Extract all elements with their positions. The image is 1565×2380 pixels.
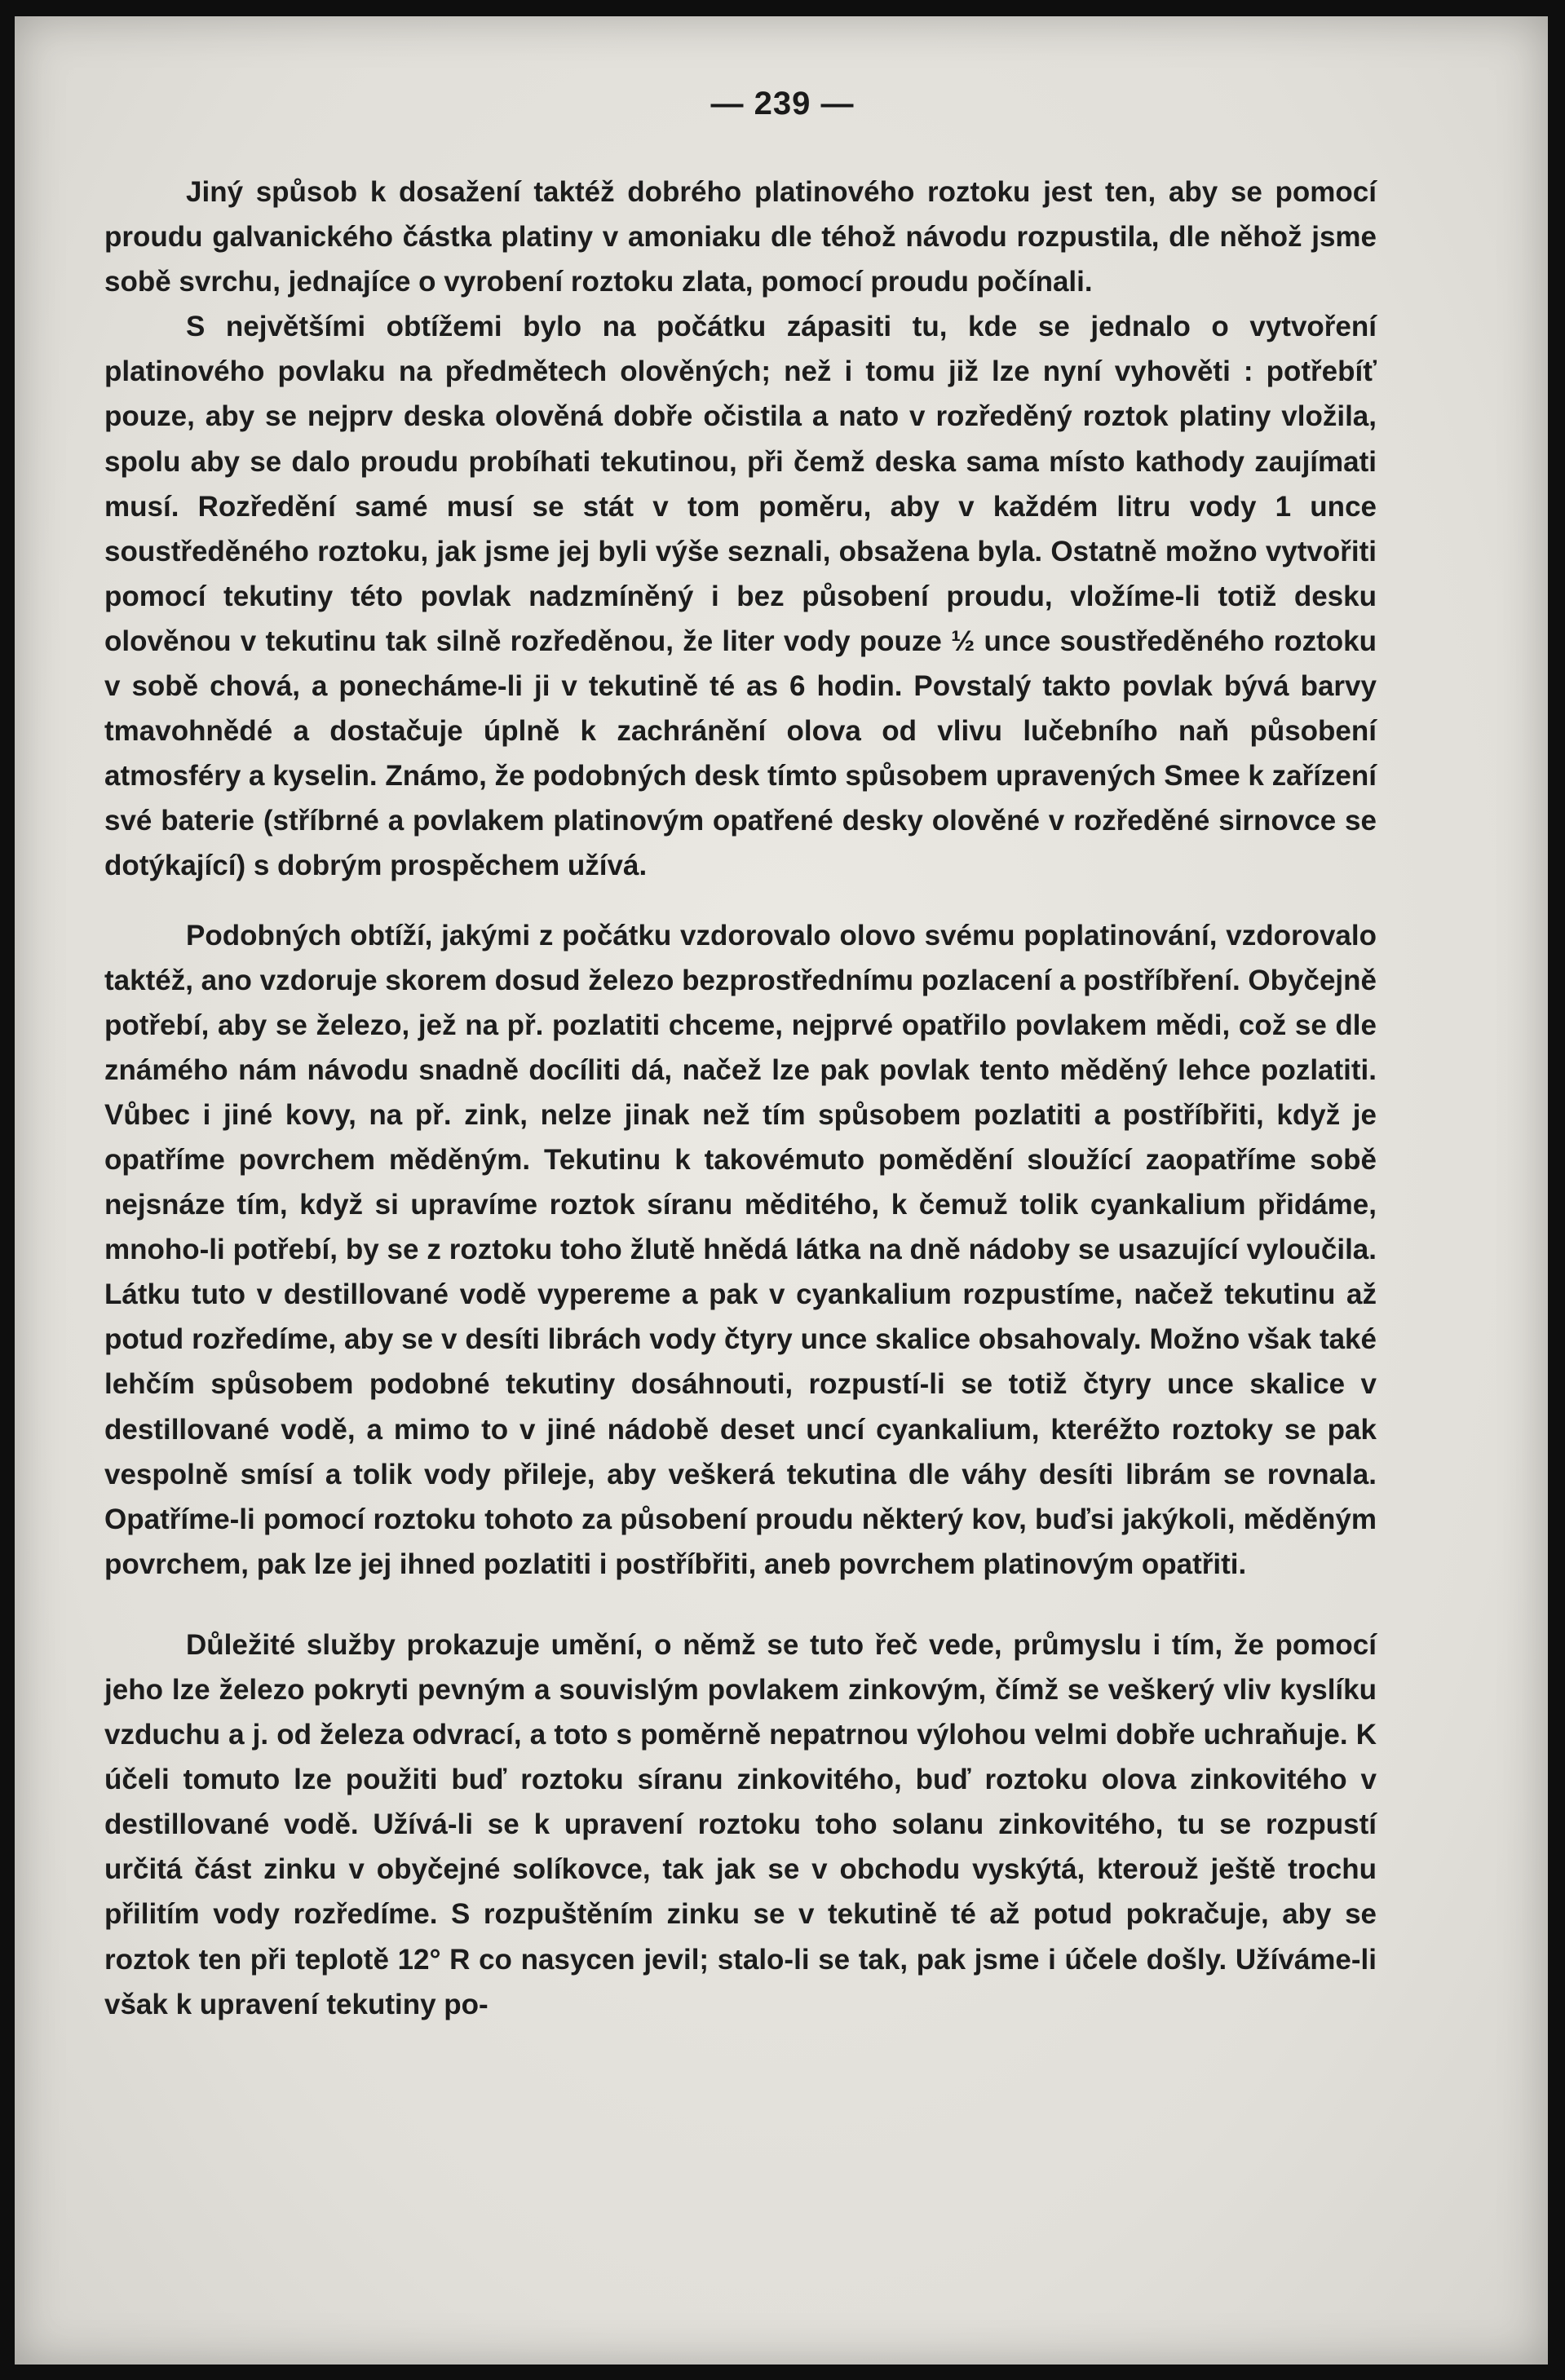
page-number: — 239 — xyxy=(710,86,855,121)
paragraph-4: Důležité služby prokazuje umění, o němž se tuto řeč vede, průmyslu i tím, že pomocí jeho lze železo pokryti pevným a souvislým povlakem zinkovým, čímž se veškerý vliv kyslíku vzduchu a j. od železa odvrací, a toto s poměrně nepatrnou výlohou velmi dobře uchraňuje. K účeli tomuto lze použiti buď roztoku síranu zinkovitého, buď roztoku olova zinkovitého v destillované vodě. Užívá-li se k upravení roztoku toho solanu zinkovitého, tu se rozpustí určitá část zinku v obyčejné solíkovce, tak jak se v obchodu vyskýtá, kterouž ještě trochu přilitím vody rozředíme. S rozpuštěním zinku se v tekutině té až potud pokračuje, aby se roztok ten při teplotě 12° R co nasycen jevil; stalo-li se tak, pak jsme i účele došly. Užíváme-li však k upravení tekutiny po- xyxy=(104,1628,1377,2020)
paragraph-2: S největšími obtížemi bylo na počátku zápasiti tu, kde se jednalo o vytvoření platinového povlaku na předmětech olověných; než i tomu již lze nyní vyhověti : potřebíť pouze, aby se nejprv deska olověná dobře očistila a nato v rozředěný roztok platiny vložila, spolu aby se dalo proudu probíhati tekutinou, při čemž deska sama místo kathody zaujímati musí. Rozředění samé musí se stát v tom poměru, aby v každém litru vody 1 unce soustředěného roztoku, jak jsme jej byli výše seznali, obsažena byla. Ostatně možno vytvořiti pomocí tekutiny této povlak nadzmíněný i bez působení proudu, vložíme-li totiž desku olověnou v tekutinu tak silně rozředěnou, že liter vody pouze ½ unce soustředěného roztoku v sobě chová, a ponecháme-li ji v tekutině té as 6 hodin. Povstalý takto povlak bývá barvy tmavohnědé a dostačuje úplně k zachránění olova od vlivu lučebního naň působení atmosféry a kyselin. Známo, že podobných desk tímto spůsobem upravených Smee k zařízení své baterie (stříbrné a povlakem platinovým opatřené desky olověné v rozředěné sirnovce se dotýkající) s dobrým prospěchem užívá. xyxy=(104,311,1377,882)
body-text xyxy=(104,170,1377,2027)
paragraph-3: Podobných obtíží, jakými z počátku vzdorovalo olovo svému poplatinování, vzdorovalo taktéž, ano vzdoruje skorem dosud železo bezprostřednímu pozlacení a postříbření. Obyčejně potřebí, aby se železo, jež na př. pozlatiti chceme, nejprvé opatřilo povlakem mědi, což se dle známého nám návodu snadně docíliti dá, načež lze pak povlak tento měděný lehce pozlatiti. Vůbec i jiné kovy, na př. zink, nelze jinak než tím spůsobem pozlatiti a postříbřiti, když je opatříme povrchem měděným. Tekutinu k takovémuto pomědění sloužící zaopatříme sobě nejsnáze tím, když si upravíme roztok síranu měditého, k čemuž tolik cyankalium přidáme, mnoho-li potřebí, by se z roztoku toho žlutě hnědá látka na dně nádoby se usazující vyloučila. Látku tuto v destillované vodě vypereme a pak v cyankalium rozpustíme, načež tekutinu až potud rozředíme, aby se v desíti librách vody čtyry unce skalice obsahovaly. Možno však také lehčím spůsobem podobné tekutiny dosáhnouti, rozpustí-li se totiž čtyry unce skalice v destillované vodě, a mimo to v jiné nádobě deset uncí cyankalium, kteréžto roztoky se pak vespolně smísí a tolik vody přileje, aby veškerá tekutina dle váhy desíti librám se rovnala. Opatříme-li pomocí roztoku tohoto za působení proudu některý kov, buďsi jakýkoli, měděným povrchem, pak lze jej ihned pozlatiti i postříbřiti, aneb povrchem platinovým opatřiti. xyxy=(104,919,1377,1580)
paragraph-1: Jiný spůsob k dosažení taktéž dobrého platinového roztoku jest ten, aby se pomocí proudu galvanického částka platiny v amoniaku dle téhož návodu rozpustila, dle něhož jsme sobě svrchu, jednajíce o vyrobení roztoku zlata, pomocí proudu počínali. xyxy=(104,176,1377,298)
